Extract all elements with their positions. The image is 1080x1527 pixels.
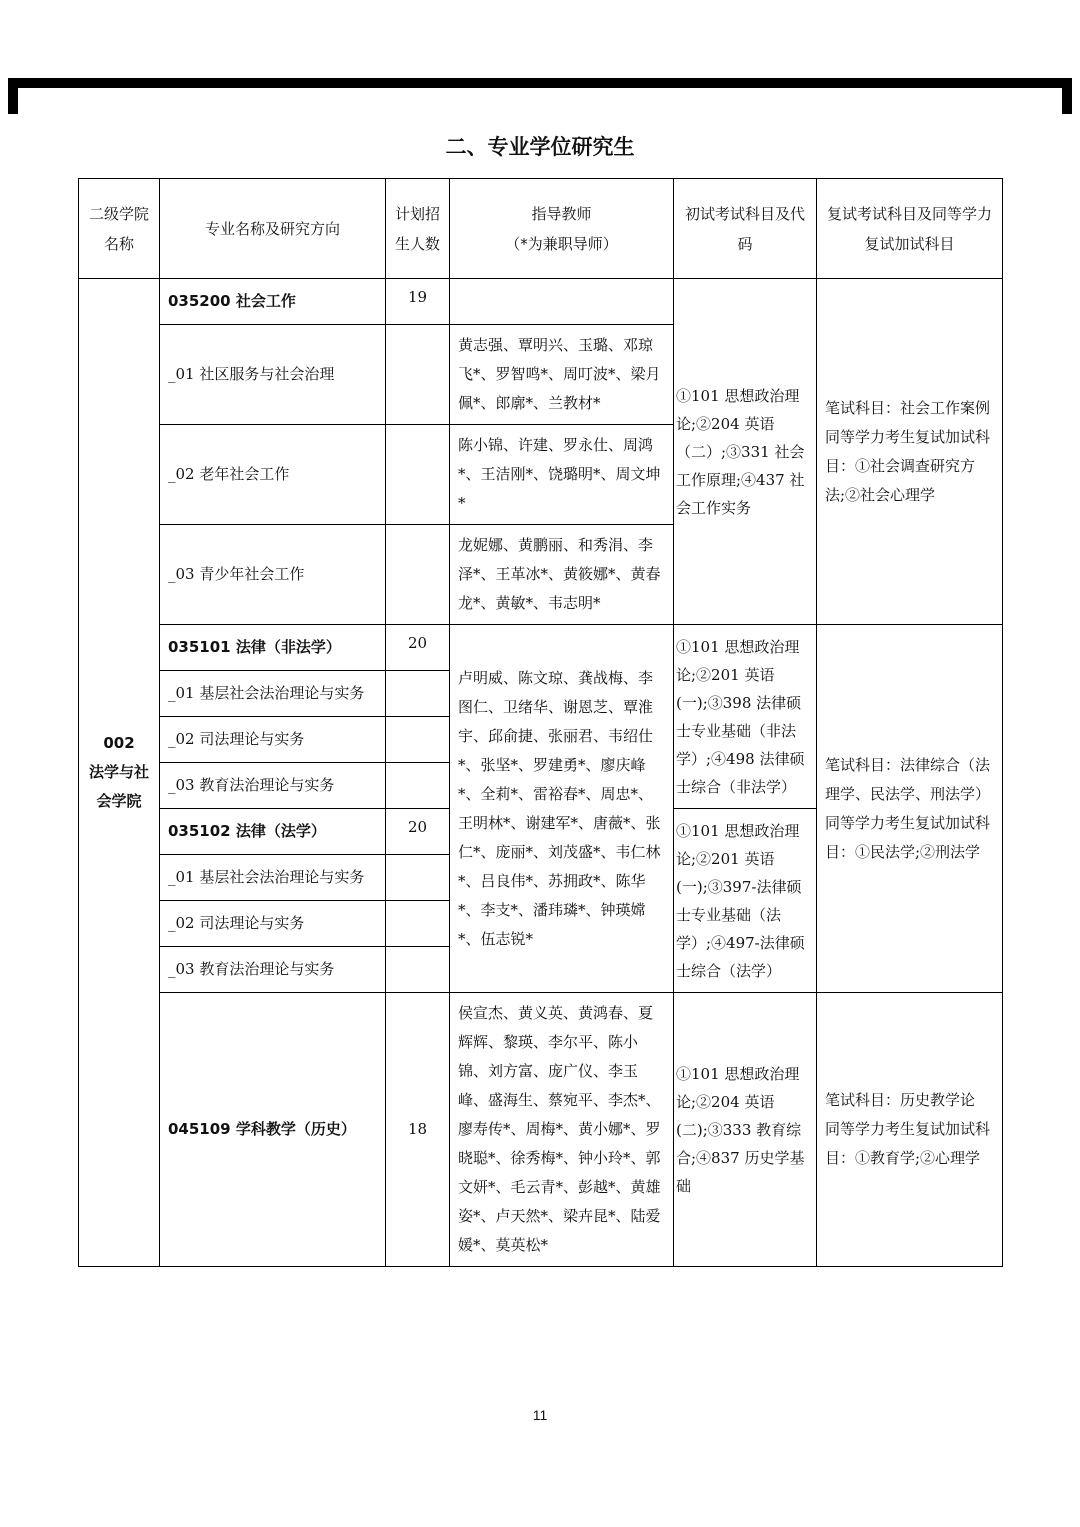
major-social-work: 035200 社会工作 — [160, 279, 386, 325]
direction-item: _02 老年社会工作 — [160, 425, 386, 525]
direction-item: _02 司法理论与实务 — [160, 901, 386, 947]
exam2-law — [817, 625, 1003, 993]
exam2-written: 笔试科目：法律综合（法理学、民法学、刑法学） — [825, 755, 991, 803]
plan-law-law: 20 — [386, 809, 450, 855]
header-major: 专业名称及研究方向 — [160, 179, 386, 279]
plan-empty — [386, 901, 450, 947]
header-advisor-title: 指导教师 — [531, 204, 592, 223]
direction-item: _01 社区服务与社会治理 — [160, 325, 386, 425]
table-row — [79, 279, 1003, 325]
exam2-history — [817, 993, 1003, 1267]
exam1-law-nonlaw: ①101 思想政治理论;②201 英语(一);③398 法律硕士专业基础（非法学）;④498 法律硕士综合（非法学） — [674, 625, 817, 809]
exam2-equivalent: 同等学力考生复试加试科目：①民法学;②刑法学 — [825, 813, 991, 861]
advisor-history: 侯宣杰、黄义英、黄鸿春、夏辉辉、黎瑛、李尔平、陈小锦、刘方富、庞广仪、李玉峰、盛海生、蔡宛平、李杰*、廖寿传*、周梅*、黄小娜*、罗晓聪*、徐秀梅*、钟小玲*、郭文妍*、毛云青*、彭越*、黄雄姿*、卢天然*、梁卉昆*、陆爱媛*、莫英松* — [450, 993, 674, 1267]
top-rule-left-tick — [8, 78, 18, 114]
top-rule — [8, 78, 1072, 88]
major-history: 045109 学科教学（历史） — [160, 993, 386, 1267]
exam2-equivalent: 同等学力考生复试加试科目：①社会调查研究方法;②社会心理学 — [825, 427, 991, 504]
direction-item: _03 教育法治理论与实务 — [160, 947, 386, 993]
exam1-history: ①101 思想政治理论;②204 英语(二);③333 教育综合;④837 历史学基础 — [674, 993, 817, 1267]
plan-empty — [386, 325, 450, 425]
direction-item: _01 基层社会法治理论与实务 — [160, 671, 386, 717]
plan-empty — [386, 763, 450, 809]
college-code: 002 — [103, 734, 135, 752]
plan-empty — [386, 717, 450, 763]
exam2-social-work — [817, 279, 1003, 625]
plan-empty — [386, 947, 450, 993]
header-exam2: 复试考试科目及同等学力复试加试科目 — [817, 179, 1003, 279]
advisor-empty — [450, 279, 674, 325]
direction-item: _02 司法理论与实务 — [160, 717, 386, 763]
exam2-written: 笔试科目：社会工作案例 — [825, 398, 991, 417]
advisor-law: 卢明威、陈文琼、龚战梅、李图仁、卫绪华、谢恩芝、覃淮宇、邱俞捷、张丽君、韦绍仕*、张坚*、罗建勇*、廖庆峰*、全莉*、雷裕春*、周忠*、王明林*、谢建军*、唐薇*、张仁*、庞丽*、刘茂盛*、韦仁林*、吕良伟*、苏拥政*、陈华*、李支*、潘玮璘*、钟瑛嫦*、伍志锐* — [450, 625, 674, 993]
exam1-social-work: ①101 思想政治理论;②204 英语（二）;③331 社会工作原理;④437 社会工作实务 — [674, 279, 817, 625]
header-plan: 计划招生人数 — [386, 179, 450, 279]
header-advisor — [450, 179, 674, 279]
plan-history: 18 — [386, 993, 450, 1267]
exam2-equivalent: 同等学力考生复试加试科目：①教育学;②心理学 — [825, 1120, 991, 1167]
plan-empty — [386, 671, 450, 717]
header-college: 二级学院名称 — [79, 179, 160, 279]
header-advisor-note: （*为兼职导师） — [505, 234, 618, 253]
top-rule-right-tick — [1062, 78, 1072, 114]
major-law-law: 035102 法律（法学） — [160, 809, 386, 855]
plan-empty — [386, 425, 450, 525]
direction-item: _03 教育法治理论与实务 — [160, 763, 386, 809]
exam2-written: 笔试科目：历史教学论 — [825, 1091, 976, 1109]
header-row — [79, 179, 1003, 279]
direction-item: _01 基层社会法治理论与实务 — [160, 855, 386, 901]
plan-empty — [386, 525, 450, 625]
direction-item: _03 青少年社会工作 — [160, 525, 386, 625]
page-number: 11 — [532, 1407, 548, 1423]
table-row — [79, 993, 1003, 1267]
advisor-list: 黄志强、覃明兴、玉璐、邓琼飞*、罗智鸣*、周叮波*、梁月佩*、郎廓*、兰教材* — [450, 325, 674, 425]
header-exam1: 初试考试科目及代码 — [674, 179, 817, 279]
plan-law-nonlaw: 20 — [386, 625, 450, 671]
plan-empty — [386, 855, 450, 901]
enrollment-table — [78, 178, 1003, 1267]
college-name: 法学与社会学院 — [88, 763, 149, 810]
exam1-law-law: ①101 思想政治理论;②201 英语(一);③397-法律硕士专业基础（法学）;④497-法律硕士综合（法学） — [674, 809, 817, 993]
table-row — [79, 625, 1003, 671]
advisor-list: 龙妮娜、黄鹏丽、和秀涓、李泽*、王革冰*、黄筱娜*、黄春龙*、黄敏*、韦志明* — [450, 525, 674, 625]
college-cell — [79, 279, 160, 1267]
section-title: 二、专业学位研究生 — [445, 135, 635, 159]
advisor-list: 陈小锦、许建、罗永仕、周鸿*、王洁刚*、饶璐明*、周文坤* — [450, 425, 674, 525]
major-law-nonlaw: 035101 法律（非法学） — [160, 625, 386, 671]
plan-social-work: 19 — [386, 279, 450, 325]
